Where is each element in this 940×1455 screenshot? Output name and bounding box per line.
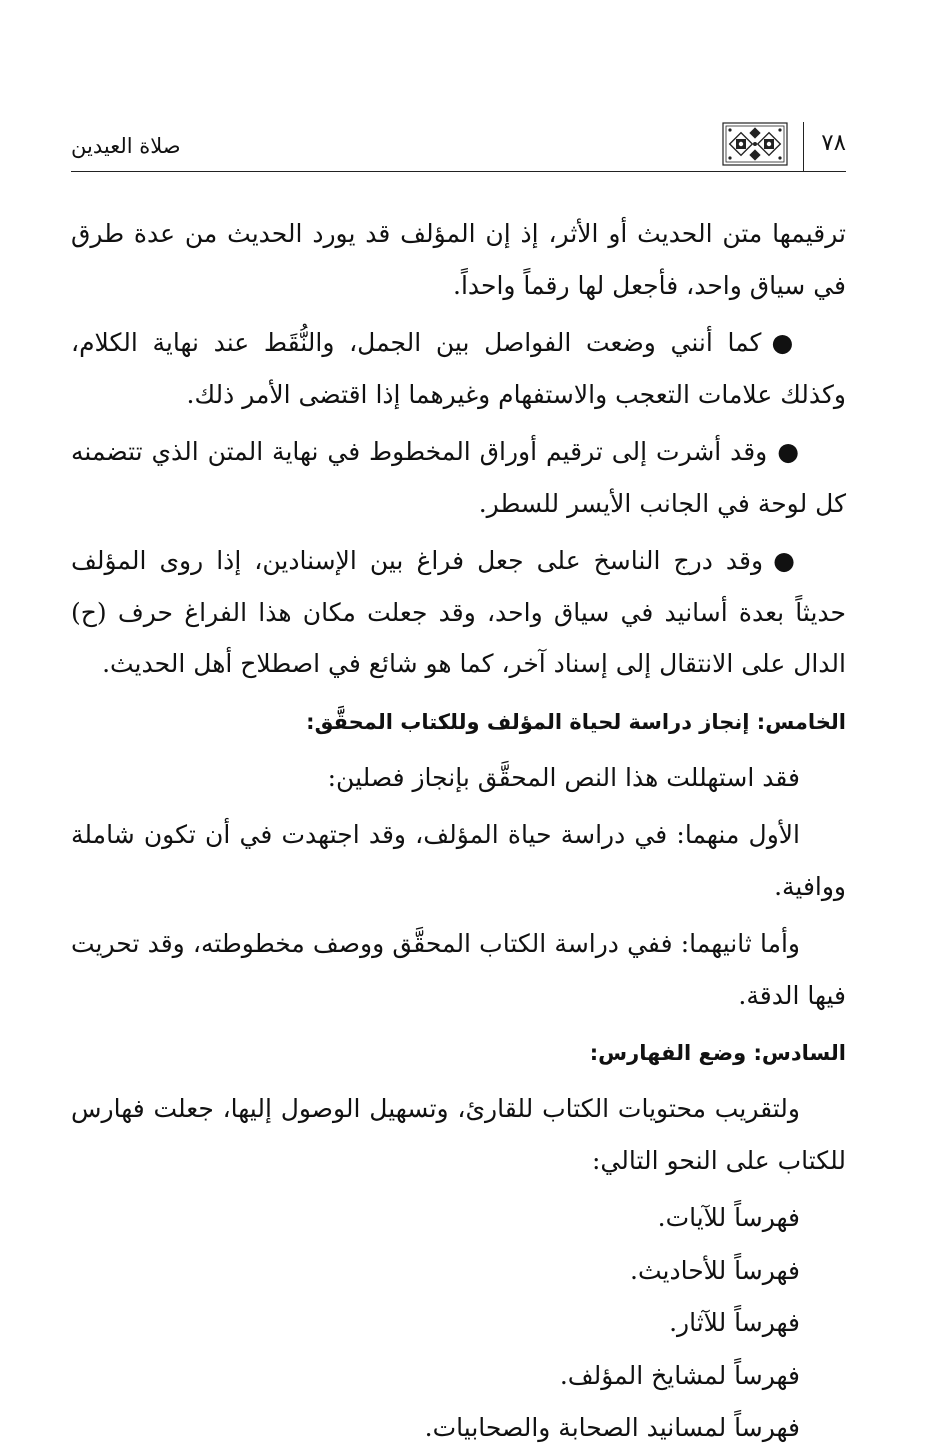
header-rule <box>71 171 846 172</box>
index-list-item: فهرساً لمسانيد الصحابة والصحابيات. <box>424 1413 800 1442</box>
bullet-icon: ● <box>771 328 800 357</box>
index-list-item: فهرساً للآيات. <box>657 1203 800 1232</box>
paragraph: ترقيمها متن الحديث أو الأثر، إذ إن المؤلف قد يورد الحديث من عدة طرق في سياق واحد، فأجعل لها رقماً واحداً. <box>71 219 846 300</box>
bullet-paragraph <box>71 317 846 420</box>
index-list-item: فهرساً للآثار. <box>669 1308 800 1337</box>
paragraph: الأول منهما: في دراسة حياة المؤلف، وقد اجتهدت في أن تكون شاملة ووافية. <box>71 820 846 901</box>
bullet-paragraph <box>71 535 846 690</box>
index-list-item: فهرساً للأحاديث. <box>630 1255 800 1285</box>
header-separator <box>803 122 804 172</box>
index-list-item: فهرساً لمشايخ المؤلف. <box>559 1360 800 1390</box>
page-number: ٧٨ <box>821 130 846 156</box>
decorative-ornament-icon <box>722 122 788 166</box>
bullet-paragraph <box>71 426 846 529</box>
paragraph: ولتقريب محتويات الكتاب للقارئ، وتسهيل الوصول إليها، جعلت فهارس للكتاب على النحو التالي: <box>71 1094 846 1175</box>
bullet-text: كما أنني وضعت الفواصل بين الجمل، والنُّقَط عند نهاية الكلام، وكذلك علامات التعجب والاستفهام وغيرهما إذا اقتضى الأمر ذلك. <box>71 328 846 409</box>
bullet-icon: ● <box>773 546 800 575</box>
section-heading: الخامس: إنجاز دراسة لحياة المؤلف وللكتاب المحقَّق: <box>306 709 846 734</box>
bullet-icon: ● <box>777 437 800 466</box>
running-title: صلاة العيدين <box>71 134 181 158</box>
main-text <box>71 208 846 1455</box>
paragraph: وأما ثانيهما: ففي دراسة الكتاب المحقَّق ووصف مخطوطته، وقد تحريت فيها الدقة. <box>71 929 846 1010</box>
bullet-text: وقد درج الناسخ على جعل فراغ بين الإسنادين، إذا روى المؤلف حديثاً بعدة أسانيد في سياق واحد، وقد جعلت مكان هذا الفراغ حرف (ح) الدال على الانتقال إلى إسناد آخر، كما هو شائع في اصطلاح أهل الحديث. <box>71 546 846 678</box>
running-header <box>71 120 846 172</box>
bullet-text: وقد أشرت إلى ترقيم أوراق المخطوط في نهاية المتن الذي تتضمنه كل لوحة في الجانب الأيسر للسطر. <box>71 437 846 518</box>
section-heading: السادس: وضع الفهارس: <box>589 1041 846 1065</box>
paragraph: فقد استهللت هذا النص المحقَّق بإنجاز فصلين: <box>327 762 800 792</box>
